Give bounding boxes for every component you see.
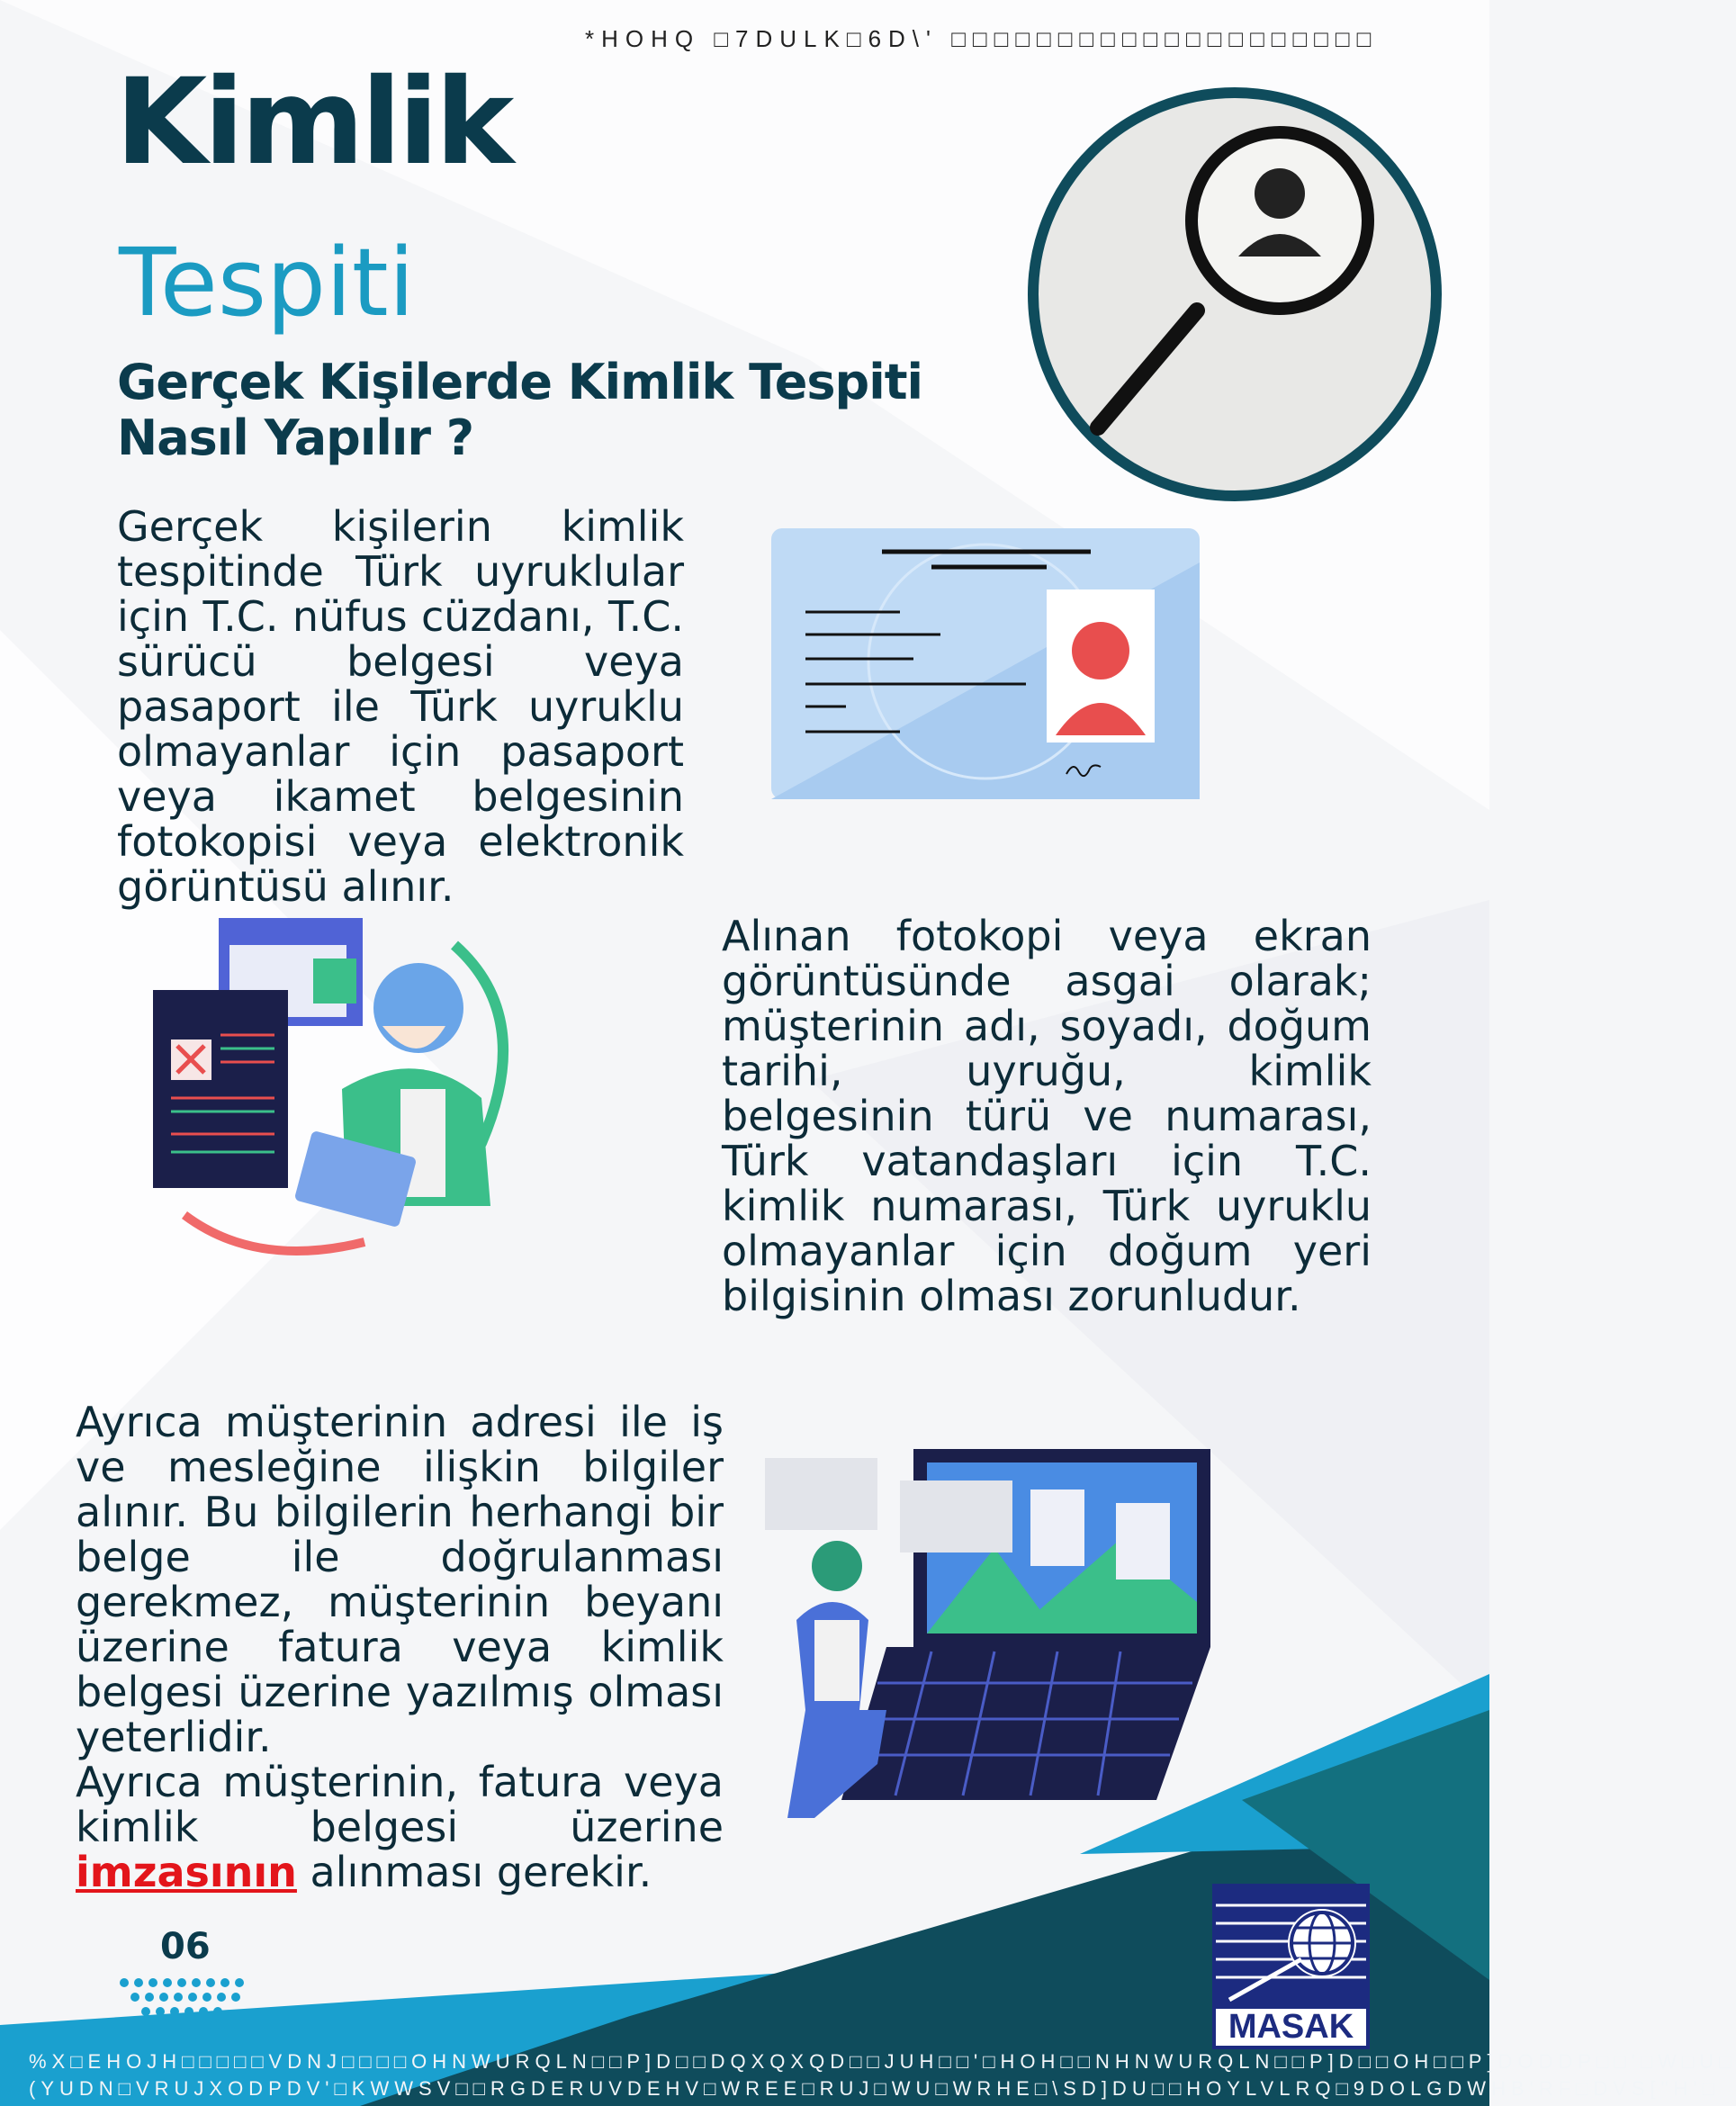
laptop-user-illustration [760,1440,1219,1836]
dotted-triangle-icon [117,1976,252,2056]
page-title: Kimlik [115,53,511,192]
footer-encoded-text-2: (YUDN□VRUJXODPDV'□KWWSV□□RGDERUVDEHV□WREE□RUJ□WU□WRHE□\SD]DU□□HOYLVLRQ□9DOLGDWHB'RF□DVS["H'□ [29,2077,1720,2100]
paragraph-id-documents: Gerçek kişilerin kimlik tespitinde Türk uyruklular için T.C. nüfus cüzdanı, T.C. sürücü belgesi veya pasaport ile Türk uyruklu olmayanlar için pasaport veya ikamet belgesinin fotokopisi veya elektronik görüntüsü alınır. [117,502,684,911]
document-review-illustration [148,918,544,1278]
signature-text-after: alınması gerekir. [296,1848,652,1896]
section-question [117,355,981,466]
paragraph-signature [76,1760,724,1894]
signature-highlight: imzasının [76,1848,297,1896]
masak-logo [1212,1884,1370,2049]
question-line-1: Gerçek Kişilerde Kimlik Tespiti [117,354,923,410]
page-number: 06 [160,1926,211,1967]
signature-text-before: Ayrıca müşterinin, fatura veya kimlik belgesi üzerine [76,1758,724,1851]
globe-icon [1216,1887,1366,2009]
magnifier-person-icon [1026,86,1444,504]
paragraph-address-info: Ayrıca müşterinin adresi ile iş ve mesleğine ilişkin bilgiler alınır. Bu bilgilerin herhangi bir belge ile doğrulanması gerekmez, müşterinin beyanı üzerine fatura veya kimlik belgesi üzerine yazılmış olması yeterlidir. [76,1398,724,1761]
id-card-illustration [769,526,1201,801]
paragraph-required-info: Alınan fotokopi veya ekran görüntüsünde asgai olarak; müşterinin adı, soyadı, doğum tarihi, uyruğu, kimlik belgesinin türü ve numarası, Türk vatandaşları için T.C. kimlik numarası, Türk uyruklu olmayanlar için doğum yeri bilgisinin olması zorunludur. [722,912,1372,1320]
logo-text: MASAK [1228,2008,1354,2046]
question-line-2: Nasıl Yapılır ? [117,410,474,466]
page-subtitle: Tespiti [119,228,415,338]
header-encoded-text: *HOHQ □7DULK□6D\' □□□□□□□□□□□□□□□□□□□□ [585,25,1379,52]
footer-encoded-text-1: %X□EHOJH□□□□□VDNJ□□□□OHNWURQLN□□P]D□□DQXQXQD□□JUH□□'□HOH□□NHNWURQLN□□P]D□□OH□□P]DODDP□□'□W□U□ [29,2050,1736,2073]
